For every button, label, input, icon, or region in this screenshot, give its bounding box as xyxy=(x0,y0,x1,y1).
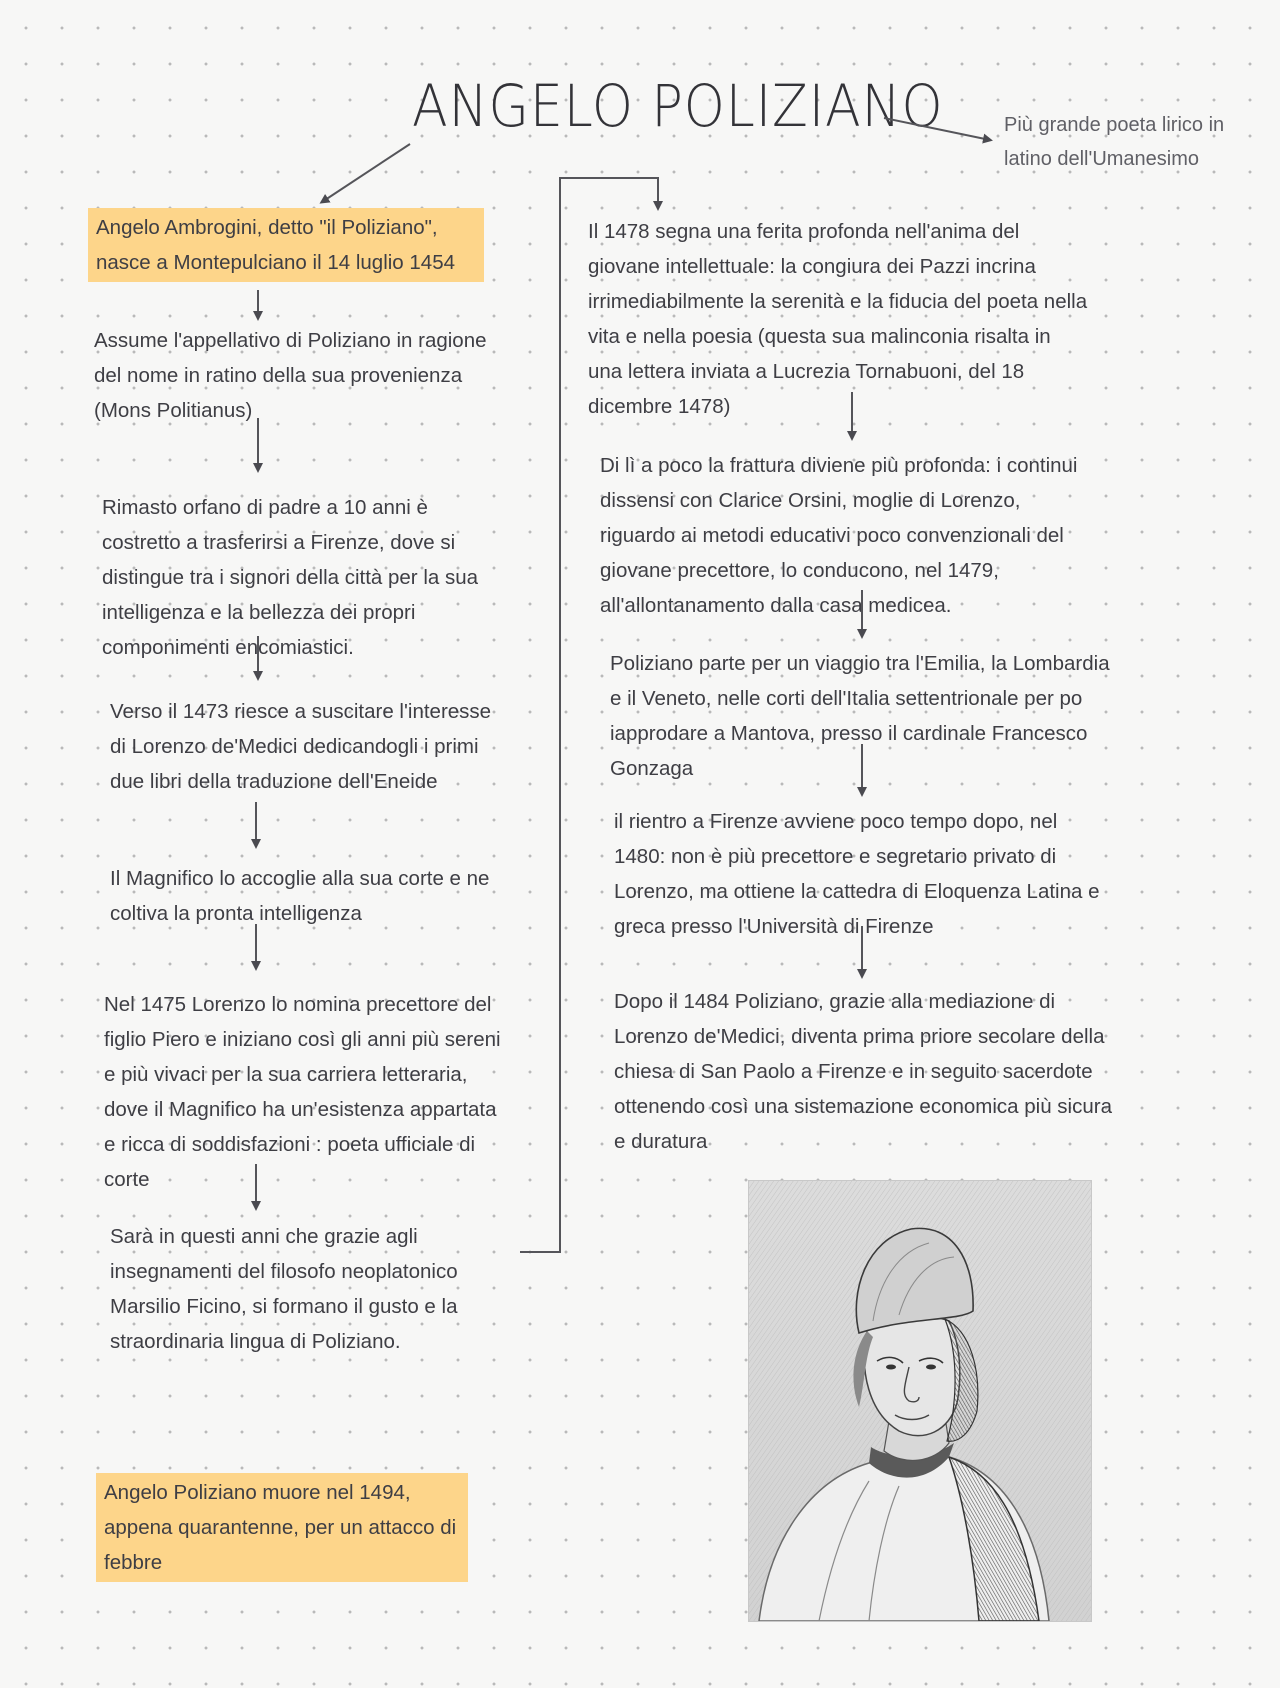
death-box: Angelo Poliziano muore nel 1494, appena quarantenne, per un attacco di febbre xyxy=(96,1473,468,1582)
portrait-drawing xyxy=(749,1181,1091,1621)
birth-box: Angelo Ambrogini, detto "il Poliziano", nasce a Montepulciano il 14 luglio 1454 xyxy=(88,208,484,282)
return-box: il rientro a Firenze avviene poco tempo dopo, nel 1480: non è più precettore e segretario privato di Lorenzo, ma ottiene la cattedra di Eloquenza Latina e greca presso l'Università di Firenze xyxy=(614,810,1100,938)
orsini-box: Di lì a poco la frattura diviene più profonda: i continui dissensi con Clarice Orsini, moglie di Lorenzo, riguardo ai metodi educativi poco convenzionali del giovane precettore, lo conducono, nel 1479, all'allontanamento dalla casa medicea. xyxy=(600,454,1078,617)
orphan-box: Rimasto orfano di padre a 10 anni è costretto a trasferirsi a Firenze, dove si distingue tra i signori della città per la sua intelligenza e la bellezza dei propri componimenti encomiastici. xyxy=(102,496,479,659)
journey-box: Poliziano parte per un viaggio tra l'Emilia, la Lombardia e il Veneto, nelle corti dell'Italia settentrionale per po iapprodare a Mantova, presso il cardinale Francesco Gonzaga xyxy=(610,652,1110,780)
page-title: ANGELO POLIZIANO xyxy=(412,72,944,140)
tutor-box: Nel 1475 Lorenzo lo nomina precettore del figlio Piero e iniziano così gli anni più sereni e più vivaci per la sua carriera letteraria, dove il Magnifico ha un'esistenza appartata e ricca di soddisfazioni : poeta ufficiale di corte xyxy=(104,993,501,1191)
priest-box: Dopo il 1484 Poliziano, grazie alla mediazione di Lorenzo de'Medici, diventa prima priore secolare della chiesa di San Paolo a Firenze e in seguito sacerdote ottenendo così una sistemazione economica più sicura e duratura xyxy=(614,990,1112,1153)
title-to-birth-arrow xyxy=(322,144,410,202)
pazzi-box: Il 1478 segna una ferita profonda nell'anima del giovane intellettuale: la congiura dei Pazzi incrina irrimediabilmente la serenità e la fiducia del poeta nella vita e nella poesia (questa sua malinconia risalta in una lettera inviata a Lucrezia Tornabuoni, del 18 dicembre 1478) xyxy=(588,220,1088,418)
lorenzo-interest-box: Verso il 1473 riesce a suscitare l'interesse di Lorenzo de'Medici dedicandogli i primi due libri della traduzione dell'Eneide xyxy=(110,700,492,793)
title-note: Più grande poeta lirico in latino dell'Umanesimo xyxy=(1004,114,1225,170)
ficino-box: Sarà in questi anni che grazie agli insegnamenti del filosofo neoplatonico Marsilio Ficino, si formano il gusto e la straordinaria lingua di Poliziano. xyxy=(110,1225,458,1353)
poliziano-portrait xyxy=(748,1180,1092,1622)
name-origin-box: Assume l'appellativo di Poliziano in ragione del nome in ratino della sua provenienza (Mons Politianus) xyxy=(94,329,487,422)
magnifico-court-box: Il Magnifico lo accoglie alla sua corte e ne coltiva la pronta intelligenza xyxy=(110,867,490,925)
